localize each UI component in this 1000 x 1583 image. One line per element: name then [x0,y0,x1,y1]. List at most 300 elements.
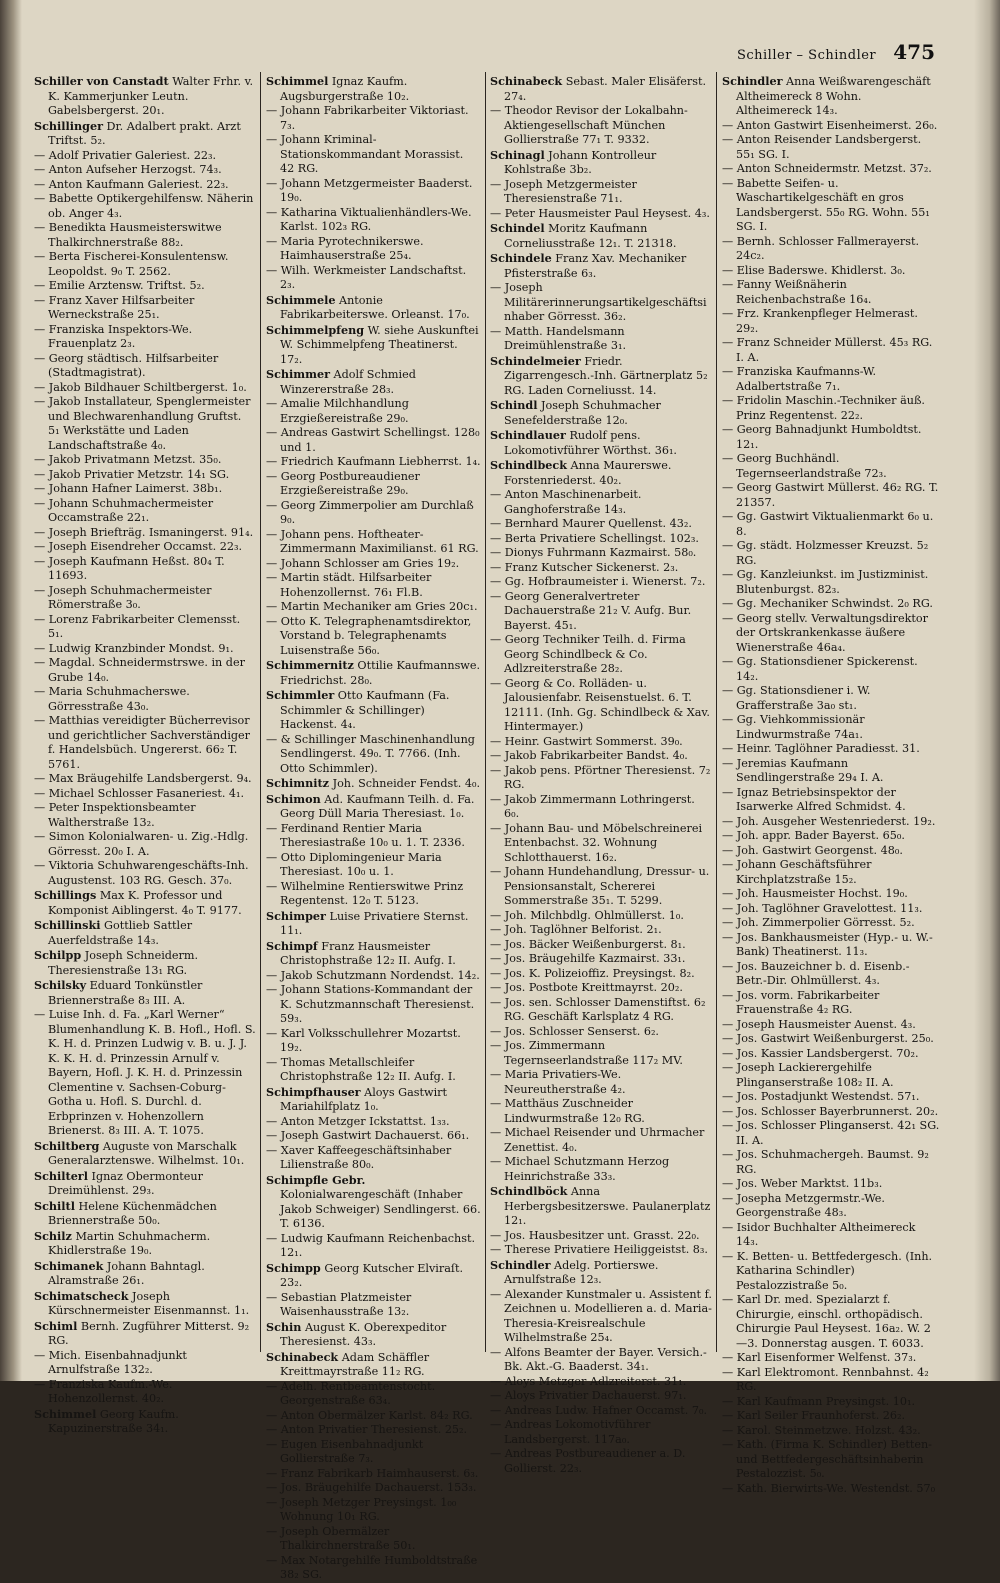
directory-entry [34,772,256,787]
directory-entry [490,981,712,996]
directory-entry [266,528,481,557]
entry-details: Kolonialwarengeschäft (Inhaber Jakob Schweiger) Sendlingerst. 66. T. 6136. [280,1188,481,1230]
entry-details: — Anton Metzger Ickstattst. 1₃₃. [266,1114,450,1128]
directory-entry [722,1395,940,1410]
directory-entry [34,381,256,396]
entry-details: — Franziska Inspektors-We. Frauenplatz 2₃. [34,322,193,350]
entry-details: — Adolf Privatier Galeriest. 22₃. [34,148,217,162]
directory-entry [266,426,481,455]
directory-entry [34,149,256,164]
entry-details: Ad. Kaufmann Teilh. d. Fa. Georg Düll Maria Theresiast. 1₀. [280,792,475,820]
directory-entry [266,1261,481,1291]
directory-entry [266,658,481,688]
directory-entry [722,394,940,423]
entry-details: — Fridolin Maschin.-Techniker äuß. Prinz Regentenst. 22₂. [722,394,925,422]
directory-entry [266,939,481,969]
entry-details: — Jos. sen. Schlosser Damenstiftst. 6₂ RG. Geschäft Karlsplatz 4 RG. [490,995,706,1023]
entry-details: Ignaz Obermonteur Dreimühlenst. 29₃. [48,1169,203,1197]
directory-entry [266,969,481,984]
directory-entry [490,938,712,953]
entry-details: — Jos. Schlosser Plinganserst. 42₁ SG. II. A. [722,1119,940,1147]
directory-entry [722,887,940,902]
entry-details: — Matthäus Zuschneider Lindwurmstraße 12₀ RG. [490,1097,645,1125]
directory-entry [722,162,940,177]
directory-entry [34,1349,256,1378]
directory-entry [722,481,940,510]
entry-details: — Jos. Bräugehilfe Kazmairst. 33₁. [490,952,686,965]
entry-details: — Jakob Schutzmann Nordendst. 14₂. [266,968,480,982]
directory-entry [490,517,712,532]
entry-details: — Isidor Buchhalter Altheimereck 14₃. [722,1220,916,1248]
directory-entry [34,1378,256,1407]
entry-details: — Gg. Kanzleiunkst. im Justizminist. Blutenburgst. 82₃. [722,568,929,596]
entry-details: Max K. Professor und Komponist Aiblingerst. 4₀ T. 9177. [48,889,242,917]
entry-details: Adelg. Portierswe. Arnulfstraße 12₃. [504,1258,659,1286]
directory-entry [722,902,940,917]
entry-surname: Schindel [490,221,545,235]
directory-entry [266,1496,481,1525]
entry-details: — Simon Kolonialwaren- u. Zig.-Hdlg. Görresst. 20₀ I. A. [34,830,249,858]
entry-details: — Aloys Metzger Adlzreiterst. 31₁. [490,1374,687,1388]
entry-details: — Gg. städt. Holzmesser Kreuzst. 5₂ RG. [722,539,929,567]
entry-details: — Thomas Metallschleifer Christophstraße 12₂ II. Aufg. I. [266,1055,456,1083]
entry-details: — Johann Hundehandlung, Dressur- u. Pensionsanstalt, Schererei Sommerstraße 35₁. T. 5299. [490,865,710,907]
entry-details: Anna Weißwarengeschäft Altheimereck 8 Wohn. Altheimereck 14₃. [736,75,931,117]
entry-details: — Jos. Weber Marktst. 11b₃. [722,1177,883,1190]
entry-details: — Karol. Steinmetzwe. Holzst. 43₂. [722,1423,921,1437]
entry-details: — Gg. Gastwirt Viktualienmarkt 6₀ u. 8. [722,510,934,538]
directory-entry [266,557,481,572]
entry-details: — Matthias vereidigter Bücherrevisor und gerichtlicher Sachverständiger f. Handelsbüch. Ungererst. 66₂ T. 5761. [34,714,251,771]
directory-entry [266,909,481,939]
entry-details: — Maria Privatiers-We. Neureutherstraße 4₂. [490,1068,626,1096]
directory-entry [490,764,712,793]
directory-entry [490,281,712,325]
column-4 [722,74,940,1495]
entry-surname: Schindl [490,398,538,412]
directory-entry [722,235,940,264]
entry-details: Joh. Schneider Fendst. 4₀. [329,777,480,790]
directory-entry [266,983,481,1027]
entry-details: — Joh. Taglöhner Gravelottest. 11₃. [722,901,923,915]
directory-entry [490,590,712,634]
entry-details: — Josepha Metzgermstr.-We. Georgenstraße 48₃. [722,1191,885,1219]
entry-details: Ignaz Kaufm. Augsburgerstraße 10₂. [280,75,410,103]
entry-details: — Adelh. Rentbeamtenstocht. Georgenstraße 63₄. [266,1379,436,1407]
entry-surname: Schin [266,1319,302,1334]
directory-entry [266,133,481,177]
directory-entry [34,978,256,1008]
entry-details: — Jos. Schlosser Senserst. 6₂. [490,1024,659,1038]
entry-details: — Karl Volksschullehrer Mozartst. 19₂. [266,1026,461,1054]
directory-entry [490,1126,712,1155]
directory-entry [34,279,256,294]
entry-details: — Jos. Gastwirt Weißenburgerst. 25₀. [722,1032,934,1045]
entry-surname: Schilsky [34,978,87,992]
entry-details: — Jos. Bankhausmeister (Hyp.- u. W.-Bank) Theatinerst. 11₃. [722,930,933,958]
entry-details: — Joseph Gastwirt Dachauerst. 66₁. [266,1129,470,1142]
entry-surname: Schimpp [266,1260,321,1275]
directory-entry [34,888,256,918]
entry-surname: Schimnitz [266,776,330,790]
directory-entry [722,829,940,844]
entry-surname: Schimmernitz [266,658,354,672]
entry-details: — Therese Privatiere Heiliggeistst. 8₃. [490,1243,708,1256]
column-2 [266,74,481,1581]
entry-details: — Jos. vorm. Fabrikarbeiter Frauenstraße 4₂ RG. [722,988,880,1016]
directory-entry [490,1447,712,1476]
directory-entry [266,1144,481,1173]
entry-details: — Maria Schuhmacherswe. Görresstraße 43₀. [34,685,190,713]
directory-entry [490,148,712,178]
directory-entry [722,1177,940,1192]
entry-details: — Johann Stations-Kommandant der K. Schutzmannschaft Theresienst. 59₃. [266,983,475,1025]
directory-entry [34,1289,256,1319]
directory-entry [722,423,940,452]
directory-entry [490,1097,712,1126]
entry-details: — Elise Baderswe. Khidlerst. 3₀. [722,263,906,277]
entry-details: — Karl Elektromont. Rennbahnst. 4₂ RG. [722,1365,929,1393]
directory-entry [722,1250,940,1294]
entry-details: — Magdal. Schneidermstrswe. in der Grube 14₀. [34,656,245,684]
directory-entry [722,1192,940,1221]
directory-entry [34,482,256,497]
entry-surname: Schiltl [34,1198,75,1213]
directory-entry [34,221,256,250]
entry-details: — Alexander Kunstmaler u. Assistent f. Zeichnen u. Modellieren a. d. Maria-Theresia-Kreisrealschule Wilhelmstraße 25₄. [490,1287,712,1344]
entry-details: — Gg. Mechaniker Schwindst. 2₀ RG. [722,597,933,610]
entry-details: — Bernh. Schlosser Fallmerayerst. 24c₂. [722,234,920,262]
entry-details: — Franziska Kaufmanns-W. Adalbertstraße 7₁. [722,365,877,393]
directory-entry [490,546,712,561]
directory-entry [722,655,940,684]
entry-details: — Ignaz Betriebsinspektor der Isarwerke Alfred Schmidst. 4. [722,785,906,813]
directory-entry [266,397,481,426]
entry-details: — Michael Schutzmann Herzog Heinrichstraße 33₃. [490,1155,670,1183]
entry-details: — Matth. Handelsmann Dreimühlenstraße 3₁. [490,324,627,352]
directory-entry [490,1258,712,1288]
directory-entry [722,684,940,713]
directory-entry [722,1090,940,1105]
entry-surname: Schilpp [34,948,82,962]
directory-entry [722,278,940,307]
directory-entry [266,1232,481,1261]
entry-details: — Joseph Briefträg. Ismaningerst. 91₄. [34,525,254,539]
directory-entry [722,931,940,960]
entry-details: Friedr. Zigarrengesch.-Inh. Gärtnerplatz 5₂ RG. Laden Corneliusst. 14. [504,354,708,397]
entry-details: Georg Kaufm. Kapuzinerstraße 34₁. [48,1407,179,1435]
column-1 [34,74,256,1435]
entry-surname: Schinagl [490,147,545,162]
directory-entry [722,858,940,887]
directory-entry [266,74,481,104]
entry-surname: Schimpfhauser [266,1084,361,1099]
directory-entry [34,497,256,526]
entry-details: — Joseph Schuhmachermeister Römerstraße 3₀. [34,583,212,611]
entry-details: — Kath. Bierwirts-We. Westendst. 57₀ [722,1481,936,1495]
directory-entry [266,1525,481,1554]
entry-surname: Schimper [266,908,326,923]
directory-entry [722,786,940,815]
column-rule [260,72,261,1352]
directory-entry [34,1008,256,1139]
entry-details: — Peter Hausmeister Paul Heysest. 4₃. [490,206,710,220]
directory-entry [722,452,940,481]
directory-entry [490,749,712,764]
entry-details: — Otto K. Telegraphenamtsdirektor, Vorstand b. Telegraphenamts Luisenstraße 56₀. [266,614,472,657]
directory-entry [490,1025,712,1040]
entry-surname: Schindler [722,74,783,88]
directory-entry [722,1221,940,1250]
directory-entry [34,642,256,657]
directory-entry [34,163,256,178]
directory-entry [722,989,940,1018]
directory-entry [266,1056,481,1085]
entry-details: — Dionys Fuhrmann Kazmairst. 58₀. [490,546,697,559]
directory-entry [722,568,940,597]
entry-details: — Jos. Schuhmachergeh. Baumst. 9₂ RG. [722,1148,929,1176]
directory-entry [266,1467,481,1482]
directory-entry [34,395,256,453]
entry-details: — Johann Schlosser am Gries 19₂. [266,556,460,570]
entry-details: — Joseph Eisendreher Occamst. 22₃. [34,540,243,553]
column-rule [485,72,486,1352]
directory-entry [722,539,940,568]
directory-entry [266,822,481,851]
book-binding-shadow [0,0,22,1381]
directory-entry [490,251,712,281]
entry-details: Franz Hausmeister Christophstraße 12₂ II. Aufg. I. [280,939,456,967]
entry-details: — Gg. Viehkommissionär Lindwurmstraße 74a₁. [722,713,865,741]
directory-entry [722,713,940,742]
entry-details: — Anton Kaufmann Galeriest. 22₃. [34,177,229,191]
entry-details: — Max Notargehilfe Humboldtstraße 38₂ SG. [266,1553,478,1581]
entry-details: — Michael Schlosser Fasaneriest. 4₁. [34,786,245,800]
entry-details: — Joseph Militärerinnerungsartikelgeschäftsinhaber Görresst. 36₂. [490,281,707,323]
entry-details: — Ferdinand Rentier Maria Theresiastraße 10₀ u. 1. T. 2336. [266,821,465,849]
directory-entry [34,352,256,381]
entry-details: — Joseph Hausmeister Auenst. 4₃. [722,1017,916,1031]
directory-entry [490,1068,712,1097]
entry-details: — Viktoria Schuhwarengeschäfts-Inh. Augustenst. 103 RG. Gesch. 37₀. [34,859,249,887]
directory-entry [266,206,481,235]
entry-details: — Frz. Krankenpfleger Helmerast. 29₂. [722,307,918,335]
entry-details: Luise Privatiere Sternst. 11₁. [280,909,469,937]
entry-details: — Max Bräugehilfe Landsbergerst. 9₄. [34,772,252,785]
directory-entry [490,575,712,590]
directory-entry [722,757,940,786]
entry-details: — Karl Seiler Fraunhoferst. 26₂. [722,1409,906,1422]
entry-details: — Ludwig Kaufmann Reichenbachst. 12₁. [266,1231,476,1259]
entry-surname: Schimmer [266,367,330,381]
directory-entry [490,1288,712,1346]
directory-entry [490,354,712,399]
entry-surname: Schilterl [34,1168,88,1183]
directory-entry [266,1173,481,1232]
entry-details: — Georg Buchhändl. Tegernseerlandstraße 72₃. [722,452,887,480]
entry-details: Ottilie Kaufmannswe. Friedrichst. 28₀. [280,659,481,687]
entry-details: — Georg Gastwirt Müllerst. 46₂ RG. T. 21357. [722,481,939,509]
entry-surname: Schilz [34,1228,72,1243]
directory-entry [722,1409,940,1424]
directory-entry [490,398,712,428]
directory-entry [266,792,481,822]
entry-surname: Schimmel [34,1406,97,1421]
directory-entry [266,235,481,264]
entry-details: Johann Bahntagl. Alramstraße 26₁. [48,1259,205,1287]
directory-entry [266,1554,481,1583]
entry-details: — Gg. Stationsdiener i. W. Grafferstraße 3a₀ st₁. [722,684,871,712]
directory-entry [722,742,940,757]
entry-details: — Franz Fabrikarb Haimhauserst. 6₃. [266,1466,479,1480]
directory-entry [266,1380,481,1409]
directory-entry [266,1481,481,1496]
directory-entry [722,1366,940,1395]
directory-entry [722,336,940,365]
entry-details: — Andreas Gastwirt Schellingst. 128₀ und 1. [266,426,480,454]
directory-entry [34,468,256,483]
entry-details: Adolf Schmied Winzererstraße 28₃. [280,368,416,396]
entry-details: — Anton Gastwirt Eisenheimerst. 26₀. [722,118,938,132]
directory-entry [266,455,481,470]
directory-entry [722,1047,940,1062]
entry-details: — Joh. Milchbdlg. Ohlmüllerst. 1₀. [490,908,684,922]
entry-details: — Babette Optikergehilfensw. Näherin ob. Anger 4₃. [34,192,254,220]
entry-details: — Johann Hafner Laimerst. 38b₁. [34,482,223,495]
directory-entry [266,851,481,880]
directory-entry [34,1199,256,1229]
entry-details: — Jakob Privatier Metzstr. 14₁ SG. [34,467,230,481]
entry-details: — Joseph Metzgermeister Theresienstraße 71₁. [490,177,637,205]
entry-details: — Anton Obermälzer Karlst. 84₂ RG. [266,1408,473,1422]
directory-entry [490,221,712,251]
directory-entry [722,1438,940,1482]
entry-details: — Georg Generalvertreter Dachauerstraße 21₂ V. Aufg. Bur. Bayerst. 45₁. [490,589,692,632]
directory-entry [266,367,481,397]
directory-entry [34,656,256,685]
entry-details: — Mich. Eisenbahnadjunkt Arnulfstraße 132₂. [34,1348,187,1376]
directory-entry [266,470,481,499]
directory-entry [34,1259,256,1289]
directory-entry [490,923,712,938]
directory-entry [722,1105,940,1120]
directory-entry [722,1148,940,1177]
directory-entry [34,555,256,584]
entry-details: — Babette Seifen- u. Waschartikelgeschäft en gros Landsbergerst. 55₀ RG. Wohn. 55₁ SG. I. [722,176,930,233]
entry-details: — Franziska Kaufm.-We. Hohenzollernst. 40₂. [34,1377,173,1405]
directory-entry [490,1389,712,1404]
directory-entry [34,192,256,221]
entry-details: Martin Schuhmacherm. Khidlerstraße 19₀. [48,1229,211,1257]
page-edge-shadow [974,0,1000,1381]
directory-entry [266,323,481,368]
entry-details: — Johann Schuhmachermeister Occamstraße 22₁. [34,496,214,524]
directory-entry [490,325,712,354]
directory-entry [490,74,712,104]
entry-details: Georg Kutscher Elviraſt. 23₂. [280,1261,464,1289]
entry-details: — K. Betten- u. Bettfedergesch. (Inh. Katharina Schindler) Pestalozzistraße 5₀. [722,1249,933,1292]
entry-details: Moritz Kaufmann Corneliusstraße 12₁. T. 21318. [504,222,677,250]
entry-details: — Theodor Revisor der Lokalbahn-Aktiengesellschaft München Gollierstraße 77₁ T. 9332. [490,104,688,146]
entry-details: Joseph Schneiderm. Theresienstraße 13₁ RG. [48,949,199,977]
entry-surname: Schimmele [266,292,336,307]
entry-details: Walter Frhr. v. K. Kammerjunker Leutn. Gabelsbergerst. 20₁. [48,75,254,117]
entry-details: Bernh. Zugführer Mitterst. 9₂ RG. [48,1319,250,1347]
entry-details: — Jakob Fabrikarbeiter Bandst. 4₀. [490,749,688,762]
directory-entry [490,633,712,677]
directory-entry [34,453,256,468]
entry-surname: Schiltberg [34,1138,100,1153]
entry-details: — Jos. Bauzeichner b. d. Eisenb.-Betr.-Dir. Ohlmüllerst. 4₃. [722,959,910,987]
entry-details: — Sebastian Platzmeister Waisenhausstraße 13₂. [266,1290,412,1318]
entry-details: — Alfons Beamter der Bayer. Versich.-Bk. Akt.-G. Baaderst. 34₁. [490,1345,707,1373]
directory-entry [490,1039,712,1068]
directory-entry [490,532,712,547]
directory-entry [722,1061,940,1090]
entry-details: — Jakob Zimmermann Lothringerst. 6₀. [490,792,695,820]
entry-details: — Jakob pens. Pförtner Theresienst. 7₂ RG. [490,763,711,791]
entry-details: Adam Schäffler Kreittmayrstraße 11₂ RG. [280,1350,430,1378]
entry-details: — Heinr. Gastwirt Sommerst. 39₀. [490,734,683,748]
entry-details: — Joseph Lackierergehilfe Plinganserstraße 108₂ II. A. [722,1061,894,1089]
entry-details: — Andreas Postbureaudiener a. D. Gollierst. 22₃. [490,1447,686,1475]
directory-entry [34,1407,256,1437]
entry-details: Franz Xav. Mechaniker Pfisterstraße 6₃. [504,252,687,280]
entry-details: — Martin städt. Hilfsarbeiter Hohenzollernst. 76₁ Fl.B. [266,571,432,599]
directory-entry [722,119,940,134]
entry-surname: Schimatscheck [34,1288,129,1303]
directory-entry [490,967,712,982]
column-3 [490,74,712,1475]
entry-details: — Joh. Taglöhner Belforist. 2₁. [490,923,662,936]
entry-details: — Joseph Obermälzer Thalkirchnerstraße 50₁. [266,1524,416,1552]
directory-entry [34,74,256,119]
entry-details: — Wilh. Werkmeister Landschaftst. 2₃. [266,263,467,291]
directory-entry [722,1482,940,1497]
directory-entry [34,119,256,149]
directory-entry [34,830,256,859]
directory-entry [490,822,712,866]
directory-entry [490,1375,712,1390]
entry-details: Antonie Fabrikarbeiterswe. Orleanst. 17₀. [280,293,470,321]
directory-entry [490,561,712,576]
entry-details: — Johann pens. Hoftheater-Zimmermann Maximilianst. 61 RG. [266,527,479,555]
directory-entry [34,859,256,888]
entry-details: — Jos. Hausbesitzer unt. Grasst. 22₀. [490,1228,700,1242]
directory-entry [266,776,481,792]
directory-entry [490,458,712,488]
entry-surname: Schindler [490,1257,551,1272]
entry-details: — Berta Privatiere Schellingst. 102₃. [490,531,699,545]
entry-details: — Jakob Privatmann Metzst. 35₀. [34,453,222,466]
entry-details: Joseph Kürschnermeister Eisenmannst. 1₁. [48,1289,250,1317]
entry-details: Aloys Gastwirt Mariahilfplatz 1₀. [280,1085,447,1113]
entry-details: Gottlieb Sattler Auerfeldstraße 14₃. [48,919,193,947]
entry-surname: Schinabeck [266,1349,339,1364]
entry-details: — Franz Schneider Müllerst. 45₃ RG. I. A. [722,336,933,364]
directory-entry [266,1115,481,1130]
entry-details: Rudolf pens. Lokomotivführer Wörthst. 36₁. [504,429,677,457]
directory-entry [34,526,256,541]
entry-details: — Anton Maschinenarbeit. Ganghoferstraße 14₃. [490,488,642,516]
entry-details: August K. Oberexpeditor Theresienst. 43₃. [280,1320,447,1348]
entry-details: — Georg & Co. Rolläden- u. Jalousienfabr. Reisenstuelst. 6. T. 12111. (Inh. Gg. Schindlbeck & Xav. Hintermayer.) [490,676,710,733]
entry-details: — Xaver Kaffeegeschäftsinhaber Lilienstraße 80₀. [266,1143,452,1171]
entry-details: — Jakob Installateur, Spenglermeister und Blechwarenhandlung Gruftst. 5₁ Werkstätte und Laden Landschaftstraße 4₀. [34,395,251,452]
entry-details: — Joh. Ausgeher Westenriederst. 19₂. [722,814,936,828]
entry-details: — Karl Eisenformer Welfenst. 37₃. [722,1351,917,1364]
entry-details: — Ludwig Kranzbinder Mondst. 9₁. [34,641,234,655]
